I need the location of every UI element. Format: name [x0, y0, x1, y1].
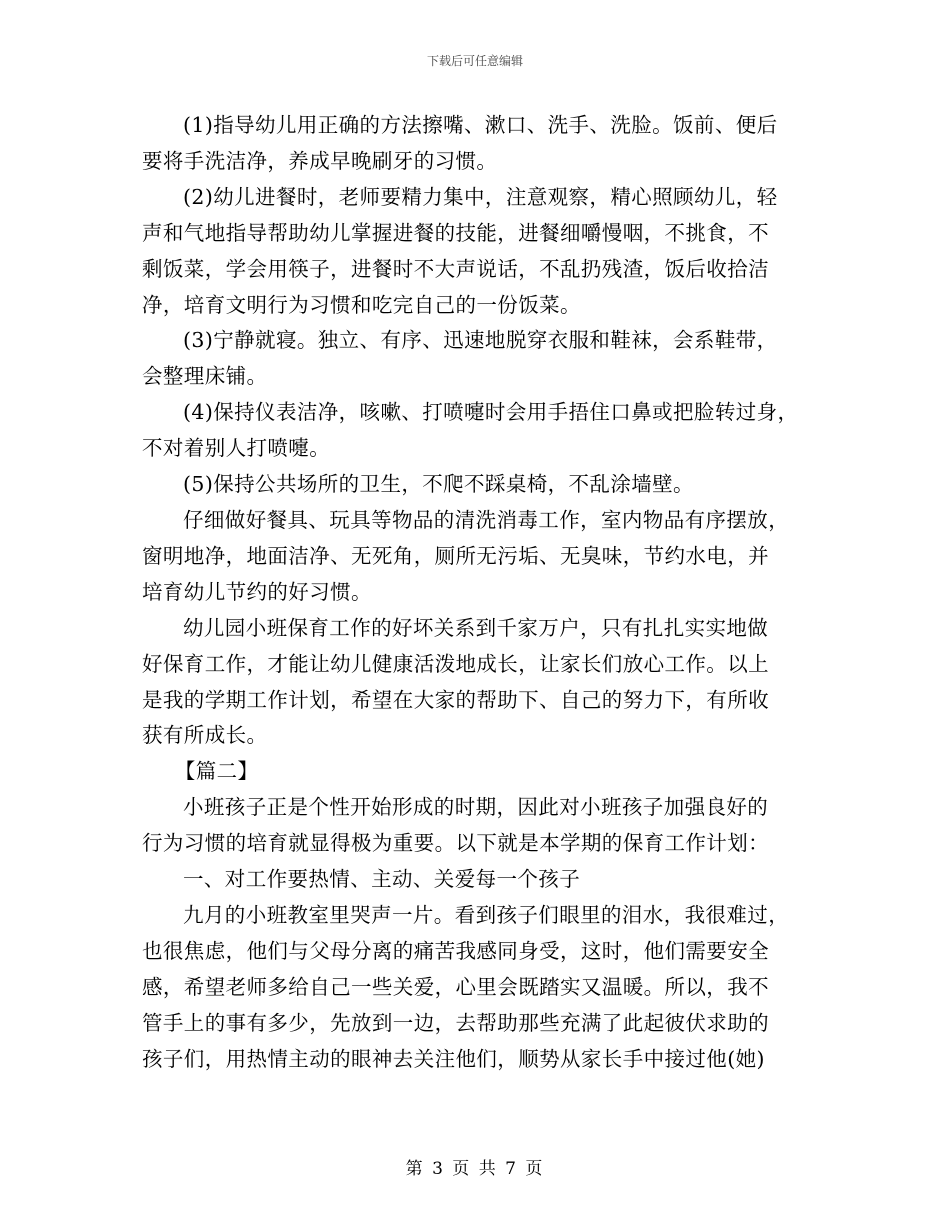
paragraph-public-5: (5)保持公共场所的卫生，不爬不踩桌椅，不乱涂墙壁。	[183, 472, 694, 497]
paragraph-hygiene-1: (1)指导幼儿用正确的方法擦嘴、漱口、洗手、洗脸。饭前、便后 要将手洗洁净，养成早晚刷牙的习惯。	[142, 113, 778, 173]
page-footer: 第 3 页 共 7 页	[405, 1159, 545, 1179]
paragraph-conclusion: 幼儿园小班保育工作的好坏关系到千家万户，只有扎扎实实地做 好保育工作，才能让幼儿健康活泼地成长，让家长们放心工作。以上 是我的学期工作计划，希望在大家的帮助下、自己的努力下，有所收 获有所成长。	[142, 615, 769, 748]
paragraph-intro-2: 小班孩子正是个性开始形成的时期，因此对小班孩子加强良好的 行为习惯的培育就显得极为重要。以下就是本学期的保育工作计划：	[142, 795, 769, 856]
paragraph-disinfection: 仔细做好餐具、玩具等物品的清洗消毒工作，室内物品有序摆放， 窗明地净，地面洁净、无死角，厕所无污垢、无臭味，节约水电，并 培育幼儿节约的好习惯。	[142, 507, 790, 604]
page-header: 下载后可任意编辑	[426, 54, 523, 68]
paragraph-sleep-3: (3)宁静就寝。独立、有序、迅速地脱穿衣服和鞋袜，会系鞋带， 会整理床铺。	[142, 328, 778, 389]
document-body	[142, 108, 822, 1077]
paragraph-september: 九月的小班教室里哭声一片。看到孩子们眼里的泪水，我很难过， 也很焦虑，他们与父母分离的痛苦我感同身受，这时，他们需要安全 感，希望老师多给自己一些关爱，心里会既踏实又温暖。所以，我不 管手上的事有多少，先放到一边，去帮助那些充满了此起彼伏求助的 孩子们，用热情主动的眼神去关注他们，顺势从家长手中接过他(她)	[142, 902, 790, 1071]
section-heading: 【篇二】	[174, 759, 259, 784]
paragraph-appearance-4: (4)保持仪表洁净，咳嗽、打喷嚏时会用手捂住口鼻或把脸转过身， 不对着别人打喷嚏。	[142, 400, 799, 461]
paragraph-meal-2: (2)幼儿进餐时，老师要精力集中，注意观察，精心照顾幼儿，轻 声和气地指导帮助幼儿掌握进餐的技能，进餐细嚼慢咽，不挑食，不 剩饭菜，学会用筷子，进餐时不大声说话，不乱扔残渣，饭后收拾洁 净，培育文明行为习惯和吃完自己的一份饭菜。	[142, 184, 778, 317]
subheading-1: 一、对工作要热情、主动、关爱每一个孩子	[183, 867, 581, 892]
